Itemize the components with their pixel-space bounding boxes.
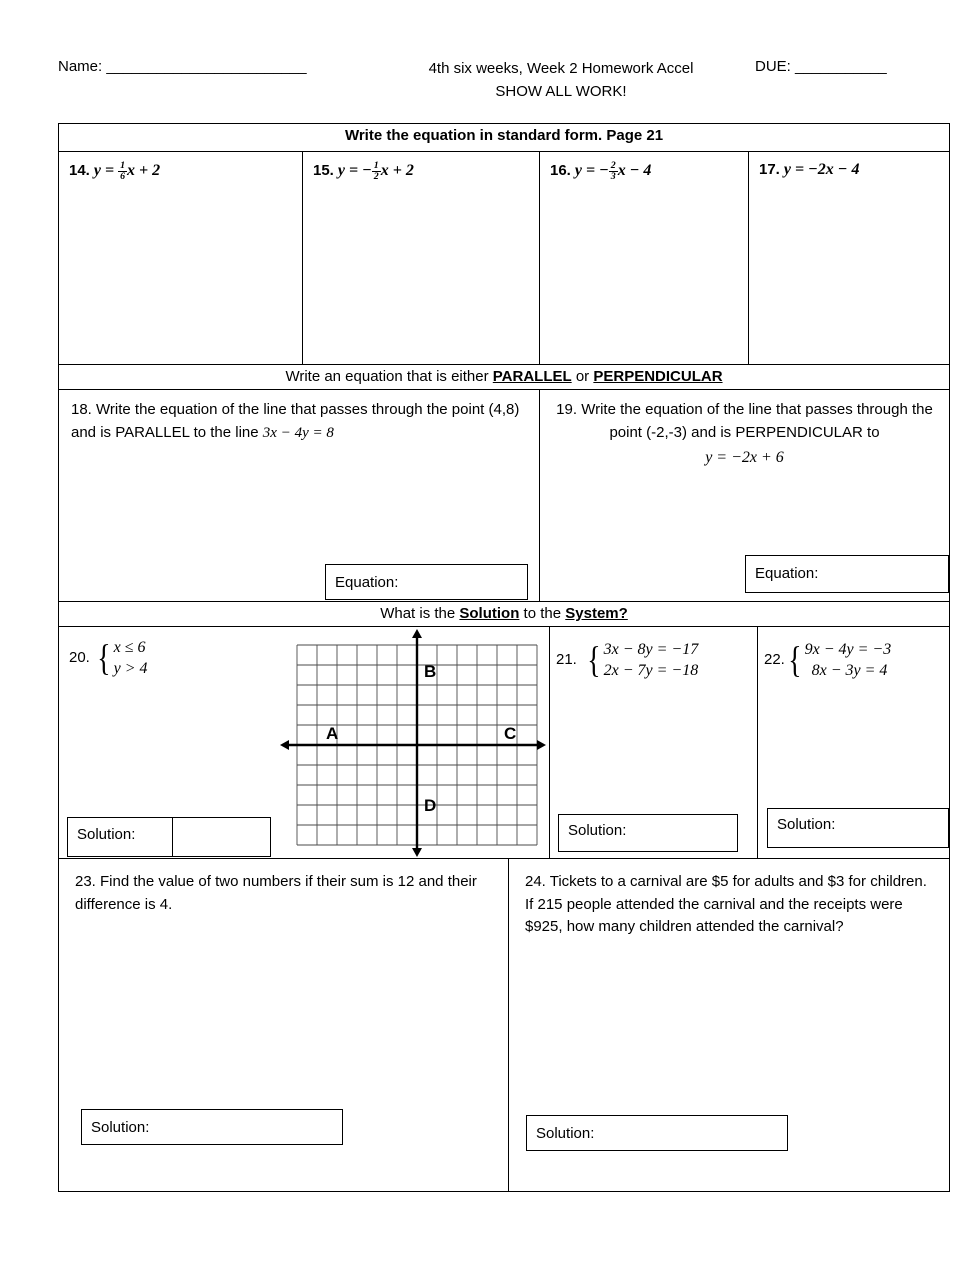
solution-label-23: Solution: xyxy=(91,1119,150,1136)
problem-22-system xyxy=(764,639,891,681)
problem-19-text: 19. Write the equation of the line that passes through the point (-2,-3) and is PERPENDICULAR to xyxy=(556,401,933,441)
system-header-row xyxy=(59,601,949,626)
equation-box-18 xyxy=(325,564,528,600)
solution-answer-area-20 xyxy=(173,817,271,857)
p16-fraction-denominator: 3 xyxy=(610,171,616,183)
problem-23-text: 23. Find the value of two numbers if their sum is 12 and their difference is 4. xyxy=(75,873,477,913)
solution-box-24 xyxy=(526,1115,788,1151)
arrow-right-icon xyxy=(537,740,546,750)
solution-label-22: Solution: xyxy=(777,816,836,833)
problem-17-cell xyxy=(749,152,949,364)
p15-fraction-denominator: 2 xyxy=(373,171,379,183)
parallel-title-mid: or xyxy=(571,368,594,385)
problem-24-text: 24. Tickets to a carnival are $5 for adults and $3 for children. If 215 people attended the carnival and the receipts were $925, how many children attended the carnival? xyxy=(525,873,927,935)
coordinate-grid-graph xyxy=(278,627,548,859)
problem-18-math: 3x − 4y = 8 xyxy=(262,424,334,441)
p14-fraction-denominator: 6 xyxy=(120,171,126,183)
parallel-title-prefix: Write an equation that is either xyxy=(285,368,493,385)
arrow-up-icon xyxy=(412,629,422,638)
problem-22-cell xyxy=(758,627,949,858)
problem-20-number: 20. xyxy=(69,649,90,666)
equation-label-19: Equation: xyxy=(755,565,819,582)
problem-21-cell xyxy=(550,627,758,858)
problem-19-math: y = −2x + 6 xyxy=(705,449,784,466)
problem-21-line1: 3x − 8y = −17 xyxy=(603,641,699,658)
problem-23-cell xyxy=(59,859,509,1191)
solution-box-21 xyxy=(558,814,738,852)
problem-21-system xyxy=(556,639,698,681)
worksheet-table xyxy=(58,123,950,1192)
solution-box-22 xyxy=(767,808,949,848)
problem-20-braced-system xyxy=(95,637,148,679)
problem-17-equation: y = −2x − 4 xyxy=(783,161,860,178)
problem-21-number: 21. xyxy=(556,651,577,668)
problem-16-equation xyxy=(574,160,652,183)
problem-21-lines xyxy=(604,639,699,681)
arrow-left-icon xyxy=(280,740,289,750)
problem-20-cell xyxy=(59,627,550,858)
standard-form-title: Write the equation in standard form. Page 21 xyxy=(344,127,664,144)
axes xyxy=(286,635,540,853)
problem-20-lines xyxy=(114,637,148,679)
graph-label-b: B xyxy=(424,662,437,681)
solution-label-24: Solution: xyxy=(536,1125,595,1142)
problem-15-cell xyxy=(303,152,540,364)
problem-21-braced-system xyxy=(585,639,698,681)
problem-20-line2: y > 4 xyxy=(113,660,148,678)
graph-label-d: D xyxy=(424,796,437,815)
parallel-header-row xyxy=(59,364,949,389)
p14-pre: y = xyxy=(93,161,119,179)
system-title-mid: to the xyxy=(519,605,566,622)
parallel-problem-row xyxy=(59,389,949,601)
equation-label-18: Equation: xyxy=(335,574,399,591)
problem-22-braced-system xyxy=(786,639,891,681)
word-problem-row xyxy=(59,858,949,1191)
solution-label-21: Solution: xyxy=(568,822,627,839)
system-title-bold2: System? xyxy=(565,605,628,622)
p15-post: x + 2 xyxy=(380,161,414,179)
problem-14-cell xyxy=(59,152,303,364)
problem-20-line1: x ≤ 6 xyxy=(113,639,146,656)
left-brace: { xyxy=(587,639,601,681)
parallel-title-bold1: PARALLEL xyxy=(492,368,572,385)
left-brace: { xyxy=(788,639,802,681)
system-section-title xyxy=(59,602,949,626)
problem-18-text: 18. Write the equation of the line that passes through the point (4,8) and is PARALLEL to the line xyxy=(71,401,520,441)
worksheet-subtitle: SHOW ALL WORK! xyxy=(495,82,627,100)
problem-19-cell xyxy=(540,390,949,601)
problem-18-cell xyxy=(59,390,540,601)
standard-form-problem-row xyxy=(59,151,949,364)
problem-17-number: 17. xyxy=(759,161,780,178)
p14-fraction xyxy=(118,161,127,183)
problem-16-number: 16. xyxy=(550,161,571,179)
problem-15-number: 15. xyxy=(313,161,334,179)
solution-label-20: Solution: xyxy=(67,817,173,857)
problem-16-cell xyxy=(540,152,749,364)
parallel-title-bold2: PERPENDICULAR xyxy=(593,368,723,385)
p15-fraction-numerator: 1 xyxy=(373,160,379,171)
p14-post: x + 2 xyxy=(127,161,161,179)
worksheet-title-block xyxy=(331,58,791,103)
p15-fraction xyxy=(372,161,381,183)
problem-20-system xyxy=(69,637,148,679)
system-title-bold1: Solution xyxy=(459,605,520,622)
p16-fraction xyxy=(609,161,618,183)
standard-form-header-row xyxy=(59,124,949,151)
p16-fraction-numerator: 2 xyxy=(610,160,616,171)
axis-arrowheads xyxy=(280,629,546,857)
p15-pre: y = − xyxy=(337,161,372,179)
problem-22-lines xyxy=(805,639,892,681)
problem-14-equation xyxy=(93,160,161,183)
p16-post: x − 4 xyxy=(617,161,652,179)
system-problem-row xyxy=(59,626,949,858)
graph-label-a: A xyxy=(326,724,339,743)
due-field-label: DUE: ___________ xyxy=(755,58,887,75)
problem-22-line2: 8x − 3y = 4 xyxy=(811,662,888,680)
solution-box-23 xyxy=(81,1109,343,1145)
system-title-prefix: What is the xyxy=(380,605,460,622)
parallel-section-title xyxy=(59,365,949,389)
problem-14-number: 14. xyxy=(69,161,90,179)
problem-15-equation xyxy=(337,160,414,183)
name-field-label: Name: ________________________ xyxy=(58,58,307,75)
worksheet-title: 4th six weeks, Week 2 Homework Accel xyxy=(428,60,694,77)
equation-box-19 xyxy=(745,555,949,593)
problem-22-number: 22. xyxy=(764,651,785,668)
graph-label-c: C xyxy=(504,724,517,743)
solution-box-20 xyxy=(67,817,271,857)
left-brace: { xyxy=(97,637,111,679)
problem-22-line1: 9x − 4y = −3 xyxy=(804,641,892,658)
problem-24-cell xyxy=(509,859,949,1191)
arrow-down-icon xyxy=(412,848,422,857)
p14-fraction-numerator: 1 xyxy=(120,160,126,171)
problem-21-line2: 2x − 7y = −18 xyxy=(603,662,699,680)
p16-pre: y = − xyxy=(574,161,609,179)
